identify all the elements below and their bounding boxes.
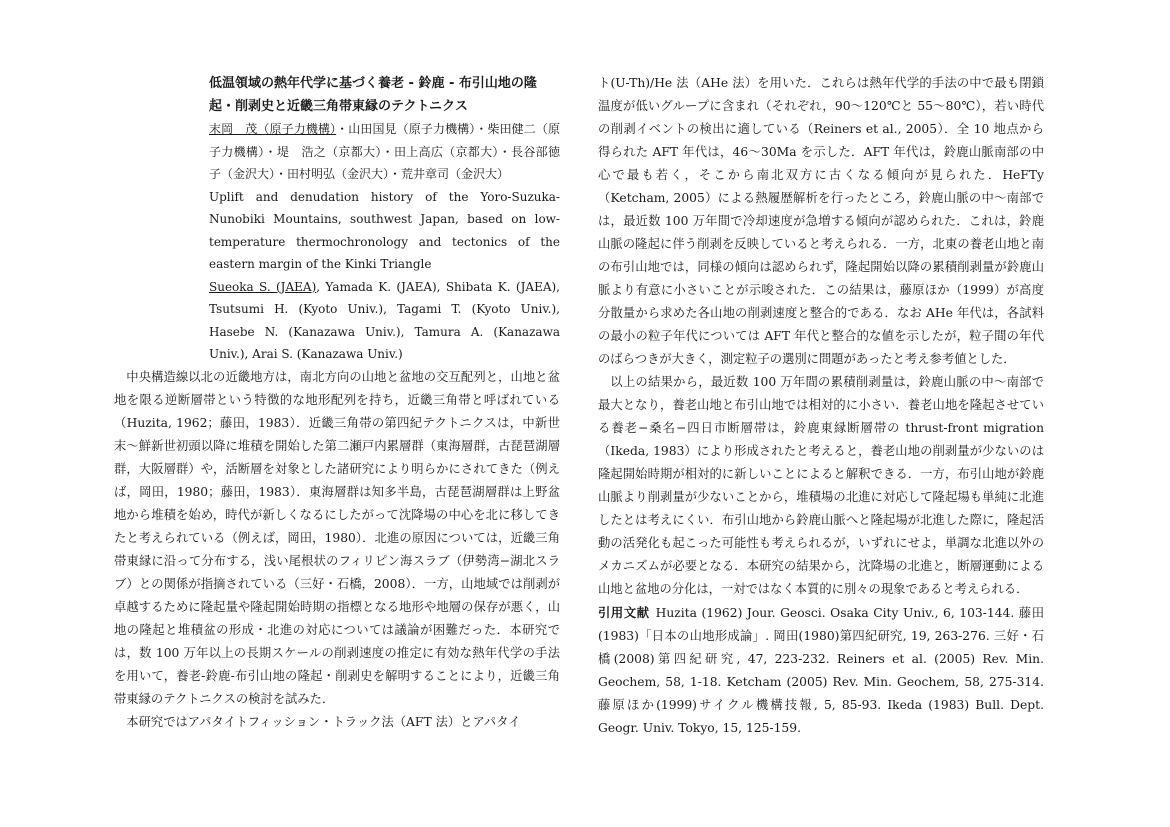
paper-title-en: Uplift and denudation history of the Yoro-Suzuka-Nunobiki Mountains, southwest Japan, based on low-temperature thermochronology and tectonics of the eastern margin of the Kinki Triangle xyxy=(209,189,560,271)
left-column xyxy=(114,72,560,734)
paragraph-methods-start: 本研究ではアパタイトフィッション・トラック法（AFT 法）とアパタイ xyxy=(126,714,521,729)
presenting-author-jp: 末岡 茂（原子力機構） xyxy=(209,122,337,136)
authors-jp xyxy=(209,118,560,186)
references-text: Huzita (1962) Jour. Geosci. Osaka City Univ., 6, 103-144. 藤田(1983)「日本の山地形成論」. 岡田(1980)第四紀研究, 19, 263-276. 三好・石橋(2008)第四紀研究, 47, 223-232. Reiners et al. (2005) Rev. Min. Geochem, 58, 1-18. Ketcham (2005) Rev. Min. Geochem, 58, 275-314. 藤原ほか(1999)サイクル機構技報, 5, 85-93. Ikeda (1983) Bull. Dept. Geogr. Univ. Tokyo, 15, 125-159. xyxy=(598,606,1044,735)
body-right xyxy=(598,72,1044,601)
authors-en xyxy=(209,276,560,366)
coauthors-en: , Yamada K. (JAEA), Shibata K. (JAEA), Tsutsumi H. (Kyoto Univ.), Tagami T. (Kyoto Univ.), Hasebe N. (Kanazawa Univ.), Tamura A. (Kanazawa Univ.), Arai S. (Kanazawa Univ.) xyxy=(209,279,560,361)
presenting-author-en: Sueoka S. (JAEA) xyxy=(209,279,317,294)
paper-title-jp: 低温領域の熱年代学に基づく養老 - 鈴鹿 - 布引山地の隆起・削剥史と近畿三角帯東縁のテクトニクス xyxy=(209,76,537,114)
paragraph-introduction: 中央構造線以北の近畿地方は，南北方向の山地と盆地の交互配列と，山地と盆地を限る逆断層帯という特徴的な地形配列を持ち，近畿三角帯と呼ばれている（Huzita, 1962；藤田，1983）．近畿三角帯の第四紀テクトニクスは，中新世末〜鮮新世初頭以降に堆積を開始した第二瀬戸内累層群（東海層群，古琵琶湖層群，大阪層群）や，活断層を対象とした諸研究により明らかにされてきた（例えば，岡田，1980；藤田，1983）．東海層群は知多半島，古琵琶湖層群は上野盆地から堆積を始め，時代が新しくなるにしたがって沈降場の中心を北に移してきたと考えられている（例えば，岡田，1980）．北進の原因については，近畿三角帯東縁に沿って分布する，浅い尾根状のフィリピン海スラブ（伊勢湾−湖北スラブ）との関係が指摘されている（三好・石橋，2008）．一方，山地域では削剥が卓越するために隆起量や隆起開始時期の指標となる地形や地層の保存が悪く，山地の隆起と堆積盆の形成・北進の対応については議論が困難だった．本研究では，数 100 万年以上の長期スケールの削剥速度の推定に有効な熱年代学の手法を用いて，養老‐鈴鹿‐布引山地の隆起・削剥史を解明することにより，近畿三角帯東縁のテクトニクスの検討を試みた． xyxy=(114,369,560,706)
references xyxy=(598,602,1044,740)
right-column xyxy=(598,72,1044,740)
paragraph-methods-results: ト(U-Th)/He 法（AHe 法）を用いた．これらは熱年代学的手法の中で最も閉鎖温度が低いグループに含まれ（それぞれ，90〜120℃と 55〜80℃），若い時代の削剥イベントの検出に適している（Reiners et al., 2005）．全 10 地点から得られた AFT 年代は，46〜30Ma を示した．AFT 年代は，鈴鹿山脈南部の中心で最も若く，そこから南北双方に古くなる傾向が見られた．HeFTy（Ketcham, 2005）による熱履歴解析を行ったところ，鈴鹿山脈の中〜南部では，最近数 100 万年間で冷却速度が急増する傾向が認められた．これは，鈴鹿山脈の隆起に伴う削剥を反映していると考えられる．一方，北東の養老山地と南の布引山地では，同様の傾向は認められず，隆起開始以降の累積削剥量が鈴鹿山脈より有意に小さいことが示唆された．この結果は，藤原ほか（1999）が高度分散量から求めた各山地の削剥速度と整合的である．なお AHe 年代は，各試料の最小の粒子年代については AFT 年代と整合的な値を示したが，粒子間の年代のばらつきが大きく，測定粒子の選別に問題があったと考え参考値とした． xyxy=(598,76,1044,366)
paragraph-discussion: 以上の結果から，最近数 100 万年間の累積削剥量は，鈴鹿山脈の中〜南部で最大となり，養老山地と布引山地では相対的に小さい．養老山地を隆起させている養老−桑名−四日市断層帯は，鈴鹿東縁断層帯の thrust-front migration（Ikeda, 1983）により形成されたと考えると，養老山地の削剥量が少ないのは隆起開始時期が相対的に新しいことによると解釈できる．一方，布引山地が鈴鹿山脈より削剥量が少ないことから，堆積場の北進に対応して隆起場も単純に北進したとは考えにくい．布引山地から鈴鹿山脈へと隆起場が北進した際に，隆起活動の活発化も起こった可能性も考えられるが，いずれにせよ，単調な北進以外のメカニズムが必要となる．本研究の結果から，沈降場の北進と，断層運動による山地と盆地の分化は，一対ではなく本質的に別々の現象であると考えられる． xyxy=(598,375,1044,596)
coauthors-jp: ・山田国見（原子力機構）・柴田健二（原子力機構）・堤 浩之（京都大）・田上高広（京都大）・長谷部徳子（金沢大）・田村明弘（金沢大）・荒井章司（金沢大） xyxy=(209,122,560,181)
references-label: 引用文献 xyxy=(598,606,650,620)
body-left xyxy=(114,366,560,734)
abstract-header xyxy=(209,72,560,366)
